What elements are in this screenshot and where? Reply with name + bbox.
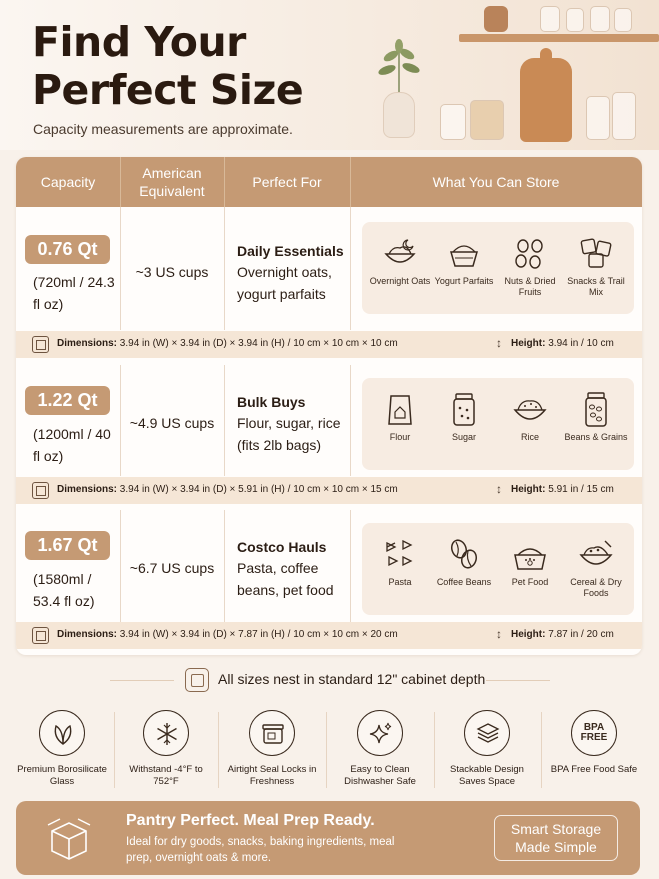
perfect-for-description: Overnight oats, yogurt parfaits bbox=[237, 264, 332, 302]
american-equivalent: ~4.9 US cups bbox=[129, 415, 215, 431]
store-item bbox=[564, 535, 628, 599]
leaf-icon bbox=[50, 721, 76, 747]
dimensions-text: Dimensions: 3.94 in (W) × 3.94 in (D) × 5.91 in (H) / 10 cm × 10 cm × 15 cm bbox=[57, 484, 398, 495]
box-icon bbox=[46, 815, 92, 861]
capacity-badge: 0.76 Qt bbox=[25, 235, 110, 264]
perfect-for-title: Bulk Buys bbox=[237, 394, 306, 410]
stack-icon bbox=[475, 721, 501, 747]
jar-decoration bbox=[612, 92, 636, 140]
dimensions-text: Dimensions: 3.94 in (W) × 3.94 in (D) × 7.87 in (H) / 10 cm × 10 cm × 20 cm bbox=[57, 629, 398, 640]
table-row bbox=[16, 365, 642, 510]
footer-body: Ideal for dry goods, snacks, baking ingredients, meal prep, overnight oats & more. bbox=[126, 836, 395, 864]
footer-banner bbox=[16, 801, 640, 875]
flour-bag-icon bbox=[381, 390, 419, 428]
jar-decoration bbox=[540, 6, 560, 32]
perfect-for-description: Pasta, coffee beans, pet food bbox=[237, 560, 334, 598]
store-item-label: Pet Food bbox=[511, 577, 549, 587]
store-items bbox=[362, 523, 634, 615]
height-arrow-icon: ↕ bbox=[496, 336, 502, 350]
feature-item bbox=[116, 710, 216, 788]
cabinet-icon bbox=[185, 668, 209, 692]
height-text: Height: 5.91 in / 15 cm bbox=[511, 484, 614, 495]
store-items bbox=[362, 378, 634, 470]
vase-decoration bbox=[383, 92, 415, 138]
column-header-capacity: Capacity bbox=[40, 174, 96, 190]
box-outline-icon bbox=[32, 482, 49, 499]
rice-bowl-icon bbox=[511, 390, 549, 428]
jar-decoration bbox=[586, 96, 610, 140]
store-item-label: Pasta bbox=[388, 577, 412, 587]
perfect-for-title: Costco Hauls bbox=[237, 539, 327, 555]
store-items bbox=[362, 222, 634, 314]
store-item-label: Yogurt Parfaits bbox=[434, 276, 494, 286]
footer-headline: Pantry Perfect. Meal Prep Ready. bbox=[126, 812, 375, 829]
container-icon bbox=[260, 721, 286, 747]
column-header-perfect-for: Perfect For bbox=[252, 174, 322, 190]
height-text: Height: 3.94 in / 10 cm bbox=[511, 338, 614, 349]
beans-jar-icon bbox=[577, 390, 615, 428]
size-table bbox=[16, 157, 642, 655]
store-item bbox=[498, 535, 562, 588]
store-item-label: Rice bbox=[520, 432, 539, 442]
jar-decoration bbox=[614, 8, 632, 32]
feature-label: Premium Borosilicate Glass bbox=[17, 764, 107, 787]
height-arrow-icon: ↕ bbox=[496, 627, 502, 641]
store-item-label: Sugar bbox=[451, 432, 477, 442]
nuts-icon bbox=[511, 234, 549, 272]
page-subtitle: Capacity measurements are approximate. bbox=[33, 121, 293, 137]
dimensions-bar bbox=[16, 477, 642, 504]
pet-bowl-icon bbox=[511, 535, 549, 573]
store-item-label: Coffee Beans bbox=[436, 577, 492, 587]
capacity-badge: 1.22 Qt bbox=[25, 386, 110, 415]
store-item bbox=[432, 234, 496, 287]
perfect-for-title: Daily Essentials bbox=[237, 243, 344, 259]
store-item-label: Nuts & Dried Fruits bbox=[504, 276, 556, 297]
coffee-bean-icon bbox=[445, 535, 483, 573]
store-item bbox=[368, 390, 432, 443]
store-item bbox=[368, 535, 432, 588]
dimensions-bar bbox=[16, 622, 642, 649]
footer-tag: Smart Storage Made Simple bbox=[494, 815, 618, 861]
plant-decoration bbox=[373, 38, 425, 96]
store-item bbox=[432, 390, 496, 443]
nest-note bbox=[0, 668, 659, 692]
sugar-jar-icon bbox=[445, 390, 483, 428]
store-item bbox=[498, 234, 562, 298]
feature-item bbox=[12, 710, 112, 788]
feature-item bbox=[222, 710, 322, 788]
nest-note-text: All sizes nest in standard 12" cabinet depth bbox=[218, 671, 486, 687]
cutting-board-decoration bbox=[520, 58, 572, 142]
store-item bbox=[564, 390, 628, 443]
feature-label: BPA Free Food Safe bbox=[550, 764, 638, 775]
store-item-label: Overnight Oats bbox=[369, 276, 431, 286]
store-item bbox=[564, 234, 628, 298]
table-row bbox=[16, 510, 642, 655]
column-header-equivalent: American Equivalent bbox=[139, 165, 205, 199]
jar-decoration bbox=[590, 6, 610, 32]
feature-item bbox=[437, 710, 537, 788]
capacity-detail: (720ml / 24.3 fl oz) bbox=[33, 274, 115, 312]
store-item-label: Cereal & Dry Foods bbox=[570, 577, 622, 598]
cereal-bowl-icon bbox=[577, 535, 615, 573]
crackers-icon bbox=[577, 234, 615, 272]
capacity-detail: (1200ml / 40 fl oz) bbox=[33, 426, 111, 464]
store-item-label: Flour bbox=[389, 432, 411, 442]
store-item-label: Snacks & Trail Mix bbox=[567, 276, 625, 297]
page-title: Find Your Perfect Size bbox=[32, 18, 304, 114]
feature-label: Stackable Design Saves Space bbox=[450, 764, 524, 787]
table-row bbox=[16, 207, 642, 352]
snowflake-icon bbox=[154, 721, 180, 747]
jar-decoration bbox=[440, 104, 466, 140]
box-outline-icon bbox=[32, 627, 49, 644]
perfect-for-description: Flour, sugar, rice (fits 2lb bags) bbox=[237, 415, 341, 453]
feature-item bbox=[330, 710, 430, 788]
pasta-icon bbox=[381, 535, 419, 573]
jar-decoration bbox=[566, 8, 584, 32]
feature-label: Easy to Clean Dishwasher Safe bbox=[344, 764, 416, 787]
feature-label: Withstand -4°F to 752°F bbox=[129, 764, 203, 787]
shelf-decoration bbox=[459, 34, 659, 42]
table-header bbox=[16, 157, 642, 207]
height-arrow-icon: ↕ bbox=[496, 482, 502, 496]
box-outline-icon bbox=[32, 336, 49, 353]
height-text: Height: 7.87 in / 20 cm bbox=[511, 629, 614, 640]
sparkle-icon bbox=[368, 721, 394, 747]
american-equivalent: ~3 US cups bbox=[135, 264, 209, 280]
store-item bbox=[498, 390, 562, 443]
capacity-detail: (1580ml / 53.4 fl oz) bbox=[33, 571, 95, 609]
dimensions-text: Dimensions: 3.94 in (W) × 3.94 in (D) × 3.94 in (H) / 10 cm × 10 cm × 10 cm bbox=[57, 338, 398, 349]
bowl-moon-icon bbox=[381, 234, 419, 272]
american-equivalent: ~6.7 US cups bbox=[129, 560, 215, 576]
yogurt-icon bbox=[445, 234, 483, 272]
column-header-store: What You Can Store bbox=[432, 174, 560, 190]
dimensions-bar bbox=[16, 331, 642, 358]
capacity-badge: 1.67 Qt bbox=[25, 531, 110, 560]
store-item-label: Beans & Grains bbox=[564, 432, 628, 442]
bowl-stack-decoration bbox=[484, 6, 508, 32]
feature-label: Airtight Seal Locks in Freshness bbox=[227, 764, 317, 787]
bpa-free-icon: BPA FREE bbox=[571, 710, 617, 756]
store-item bbox=[432, 535, 496, 588]
feature-item bbox=[544, 710, 644, 776]
jar-decoration bbox=[470, 100, 504, 140]
store-item bbox=[368, 234, 432, 287]
